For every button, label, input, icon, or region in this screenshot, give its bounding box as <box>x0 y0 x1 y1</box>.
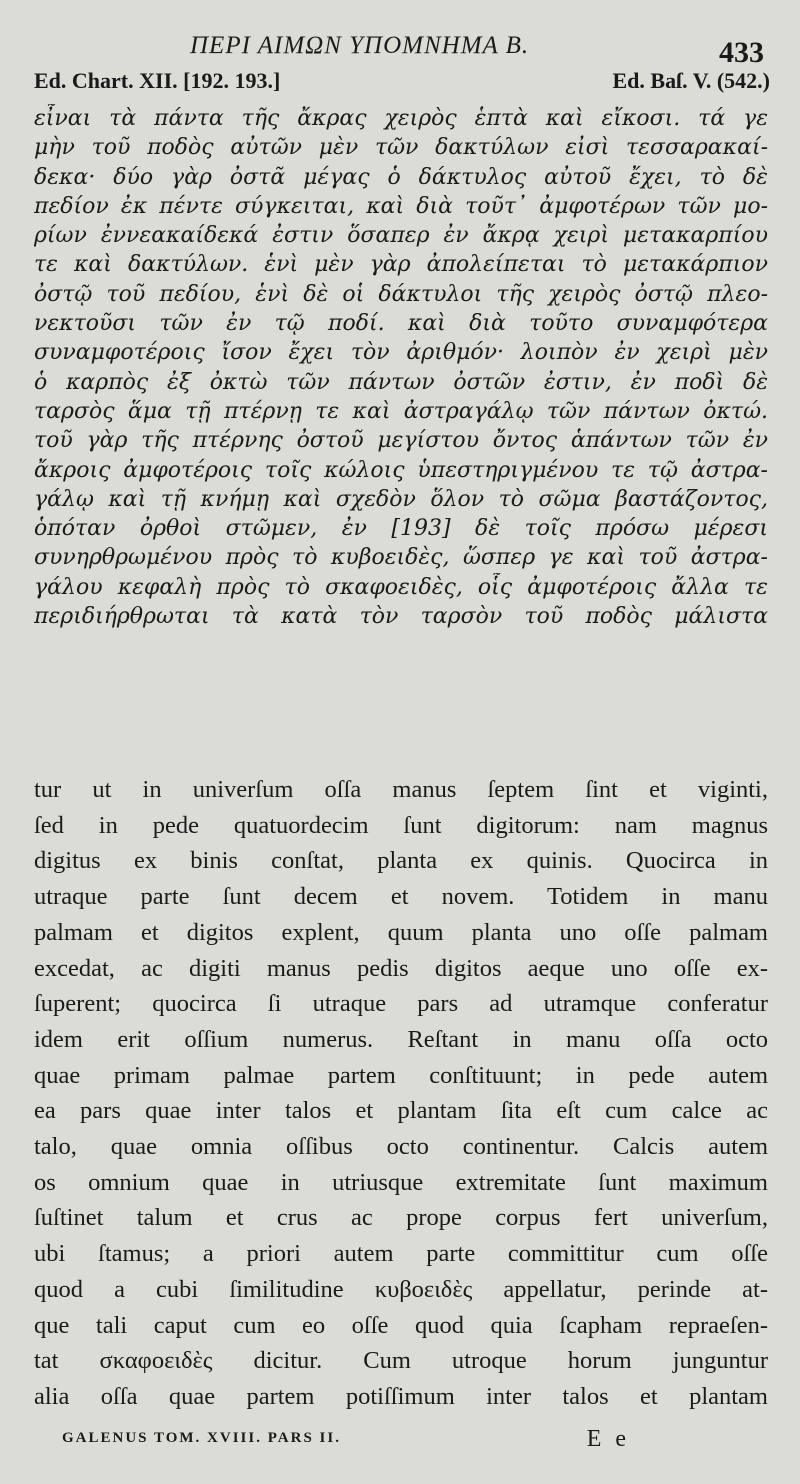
latin-text-line: ea pars quae inter talos et plantam ſita eſt cum calce ac <box>34 1097 768 1125</box>
greek-text-line: συνηρθρωμένου πρὸς τὸ κυβοειδὲς, ὥσπερ γε καὶ τοῦ ἀστρα- <box>34 545 768 571</box>
latin-text-line: tur ut in univerſum oſſa manus ſeptem ſint et viginti, <box>34 776 768 803</box>
greek-text-line: νεκτοῦσι τῶν ἐν τῷ ποδί. καὶ διὰ τοῦτο συναμφότερα <box>34 311 768 337</box>
greek-text-line: ὀστῷ τοῦ πεδίου, ἑνὶ δὲ οἱ δάκτυλοι τῆς χειρὸς ὀστῷ πλεο- <box>34 281 768 307</box>
greek-text-line: συναμφοτέροις ἴσον ἔχει τὸν ἀριθμόν· λοιπὸν ἐν χειρὶ μὲν <box>34 340 768 366</box>
gathering-mark: E e <box>586 1426 630 1452</box>
edition-reference-basel: Ed. Baſ. V. (542.) <box>612 68 770 93</box>
greek-text-line: ὁ καρπὸς ἐξ ὀκτὼ τῶν πάντων ὀστῶν ἐστιν, ἐν ποδὶ δὲ <box>34 369 768 395</box>
latin-text-line: quae primam palmae partem conſtituunt; in pede autem <box>34 1061 768 1089</box>
latin-text-line: ſed in pede quatuordecim ſunt digitorum: nam magnus <box>34 811 768 839</box>
latin-text-line: palmam et digitos explent, quum planta uno oſſe palmam <box>34 918 768 946</box>
greek-text-line: πεδίον ἐκ πέντε σύγκειται, καὶ διὰ τοῦτ᾽ ἀμφοτέρων τῶν μο- <box>34 193 768 219</box>
greek-text-line: τοῦ γὰρ τῆς πτέρνης ὀστοῦ μεγίστου ὄντος ἁπάντων τῶν ἐν <box>34 428 768 454</box>
edition-reference <box>34 68 770 96</box>
latin-text-line: alia oſſa quae partem potiſſimum inter talos et plantam <box>34 1382 768 1410</box>
footer <box>62 1426 630 1456</box>
greek-text-line: γάλῳ καὶ τῇ κνήμῃ καὶ σχεδὸν ὅλον τὸ σῶμα βαστάζοντος, <box>34 486 768 512</box>
greek-text-line: μὴν τοῦ ποδὸς αὐτῶν μὲν τῶν δακτύλων εἰσὶ τεσσαρακαί- <box>34 135 768 161</box>
greek-text-line: γάλου κεφαλὴ πρὸς τὸ σκαφοειδὲς, οἷς ἀμφοτέροις ἄλλα τε <box>34 574 768 600</box>
running-title: ΠΕΡΙ ΑΙΜΩΝ ΥΠΟΜΝΗΜΑ Β. <box>190 32 530 59</box>
latin-text-line: excedat, ac digiti manus pedis digitos aeque uno oſſe ex- <box>34 954 768 982</box>
page-number: 433 <box>719 36 764 69</box>
greek-text-line: ὁπόταν ὀρθοὶ στῶμεν, ἐν [193] δὲ τοῖς πρόσω μέρεσι <box>34 516 768 542</box>
latin-text-line: quod a cubi ſimilitudine κυβοειδὲς appellatur, perinde at- <box>34 1275 768 1303</box>
edition-reference-chart: Ed. Chart. XII. [192. 193.] <box>34 68 281 93</box>
latin-text-line: digitus ex binis conſtat, planta ex quinis. Quocirca in <box>34 847 768 875</box>
greek-text-line: ρίων ἐννεακαίδεκά ἐστιν ὅσαπερ ἐν ἄκρᾳ χειρὶ μετακαρπίου <box>34 223 768 249</box>
latin-text-line: tat σκαφοειδὲς dicitur. Cum utroque horum junguntur <box>34 1347 768 1375</box>
latin-text-line: talo, quae omnia oſſibus octo continentur. Calcis autem <box>34 1133 768 1161</box>
greek-text-line: δεκα· δύο γὰρ ὀστᾶ μέγας ὁ δάκτυλος αὐτοῦ ἔχει, τὸ δὲ <box>34 164 768 190</box>
greek-text-line: ἄκροις ἀμφοτέροις τοῖς κώλοις ὑπεστηριγμένου τε τῷ ἀστρα- <box>34 457 768 483</box>
greek-text-line: περιδιήρθρωται τὰ κατὰ τὸν ταρσὸν τοῦ ποδὸς μάλιστα <box>34 604 768 630</box>
latin-text-line: ſuperent; quocirca ſi utraque pars ad utramque conferatur <box>34 990 768 1018</box>
latin-text-line: ubi ſtamus; a priori autem parte committitur cum oſſe <box>34 1240 768 1268</box>
latin-text-line: ſuſtinet talum et crus ac prope corpus fert univerſum, <box>34 1204 768 1232</box>
latin-text-line: que tali caput cum eo oſſe quod quia ſcapham repraeſen- <box>34 1311 768 1339</box>
greek-text-line: εἶναι τὰ πάντα τῆς ἄκρας χειρὸς ἑπτὰ καὶ εἴκοσι. τά γε <box>34 106 768 131</box>
running-head <box>0 28 800 68</box>
greek-text-block <box>34 104 768 631</box>
latin-text-line: idem erit oſſium numerus. Reſtant in manu oſſa octo <box>34 1025 768 1053</box>
latin-text-line: utraque parte ſunt decem et novem. Totidem in manu <box>34 883 768 911</box>
latin-text-block <box>34 772 768 1415</box>
footer-signature: GALENUS TOM. XVIII. PARS II. <box>62 1430 341 1446</box>
latin-text-line: os omnium quae in utriusque extremitate ſunt maximum <box>34 1168 768 1196</box>
greek-text-line: τε καὶ δακτύλων. ἑνὶ μὲν γὰρ ἀπολείπεται τὸ μετακάρπιον <box>34 252 768 278</box>
greek-text-line: ταρσὸς ἅμα τῇ πτέρνῃ τε καὶ ἀστραγάλῳ τῶν πάντων ὀκτώ. <box>34 398 768 424</box>
